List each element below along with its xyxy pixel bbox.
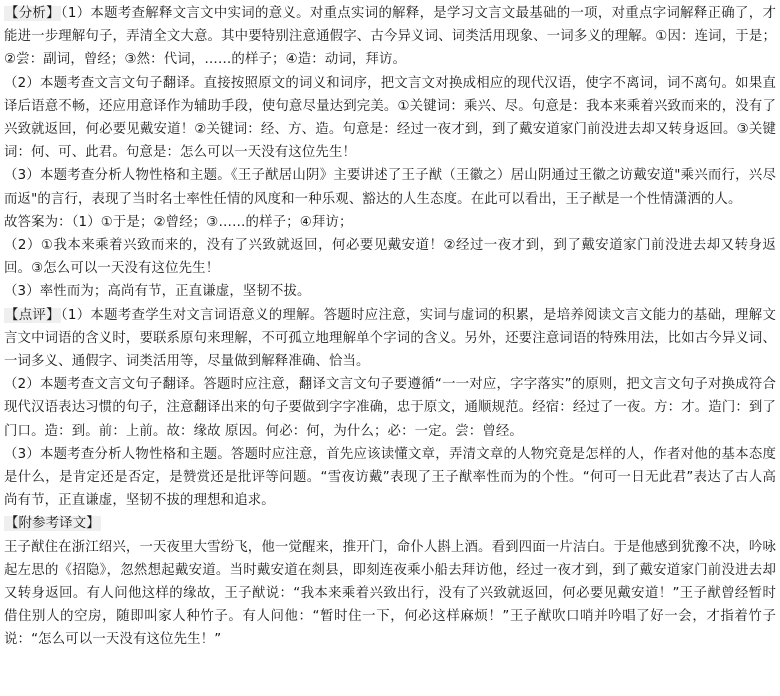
comment-tag: 【点评】: [5, 307, 60, 323]
answer-p2: （2）①我本来乘着兴致而来的，没有了兴致就返回，何必要见戴安道！②经过一夜才到，到了戴安道家门前没进去却又转身返回。③怎么可以一天没有这位先生！: [4, 238, 776, 277]
analysis-p1: [4, 2, 776, 72]
comment-p3: （3）本题考查分析人物性格和主题。答题时应注意，首先应该读懂文章，弄清文章的人物究竟是怎样的人，作者对他的基本态度是什么，是肯定还是否定，是赞赏还是批评等问题。“雪夜访戴”表现了王子猷率性而为的个性。“何可一日无此君”表达了古人高尚有节，正直谦虚，坚韧不拔的理想和追求。: [4, 446, 776, 509]
answer-p3: （3）率性而为；高尚有节，正直谦虚，坚韧不拔。: [4, 284, 311, 300]
analysis-tag: 【分析】: [5, 6, 60, 21]
comment-p1-text: （1）本题考查学生对文言词语意义的理解。答题时应注意，实词与虚词的积累，是培养阅读文言文能力的基础，理解文言文中词语的含义时，要联系原句来理解，不可孤立地理解单个字词的含义。另外，还要注意词语的特殊用法，比如古今异义词、一词多义、通假字、词类活用等，尽量做到解释准确、恰当。: [4, 307, 776, 370]
translation-heading: [4, 512, 776, 535]
comment-p2: （2）本题考查文言文句子翻译。答题时应注意，翻译文言文句子要遵循“一一对应，字字落实”的原则，把文言文句子对换成符合现代汉语表达习惯的句子，注意翻译出来的句子要做到字字准确，忠于原文，通顺规范。经宿：经过了一夜。方：才。造门：到了门口。造：到。前：上前。故：缘故 原因。何必：何，为什么；必：一定。尝：曾经。: [4, 377, 776, 439]
translation-tag: 【附参考译文】: [5, 516, 100, 532]
translation-body: 王子猷住在浙江绍兴，一天夜里大雪纷飞，他一觉醒来，推开门，命仆人斟上酒。看到四面一片洁白。于是他感到犹豫不决，吟咏起左思的《招隐》，忽然想起戴安道。当时戴安道在剡县，即刻连夜乘小船去拜访他，经过一夜才到，到了戴安道家门前没进去却又转身返回。有人问他这样的缘故，王子猷说：“我本来乘着兴致出行，没有了兴致就返回，何必要见戴安道！”王子猷曾经暂时借住别人的空房，随即叫家人种竹子。有人问他：“暂时住一下，何必这样麻烦！”王子猷吹口哨并吟唱了好一会，才指着竹子说：“怎么可以一天没有这位先生！”: [4, 539, 776, 648]
answer-p1: 故答案为：（1）①于是；②曾经；③……的样子；④拜访；: [4, 214, 353, 230]
analysis-p3: （3）本题考查分析人物性格和主题。《王子猷居山阴》主要讲述了王子猷（王徽之）居山阴通过王徽之访戴安道"乘兴而行，兴尽而返"的言行，表现了当时名士率性任情的风度和一种乐观、豁达的人生态度。在此可以看出，王子猷是一个性情潇洒的人。: [4, 168, 776, 207]
analysis-p1-text: （1）本题考查解释文言文中实词的意义。对重点实词的解释，是学习文言文最基础的一项，对重点字词解释正确了，才能进一步理解句子，弄清全文大意。其中要特别注意通假字、古今异义词、词类活用现象、一词多义的理解。①因：连词，于是；②尝：副词，曾经；③然：代词，……的样子；④造：动词，拜访。: [4, 6, 776, 68]
analysis-p2: （2）本题考查文言文句子翻译。直接按照原文的词义和词序，把文言文对换成相应的现代汉语，使字不离词，词不离句。如果直译后语意不畅，还应用意译作为辅助手段，使句意尽量达到完美。①关键词：乘兴、尽。句意是：我本来乘着兴致而来的，没有了兴致就返回，何必要见戴安道！②关键词：经、方、造。句意是：经过一夜才到，到了戴安道家门前没进去却又转身返回。③关键词：何、可、此君。句意是：怎么可以一天没有这位先生！: [4, 75, 776, 161]
comment-p1: [4, 304, 776, 374]
